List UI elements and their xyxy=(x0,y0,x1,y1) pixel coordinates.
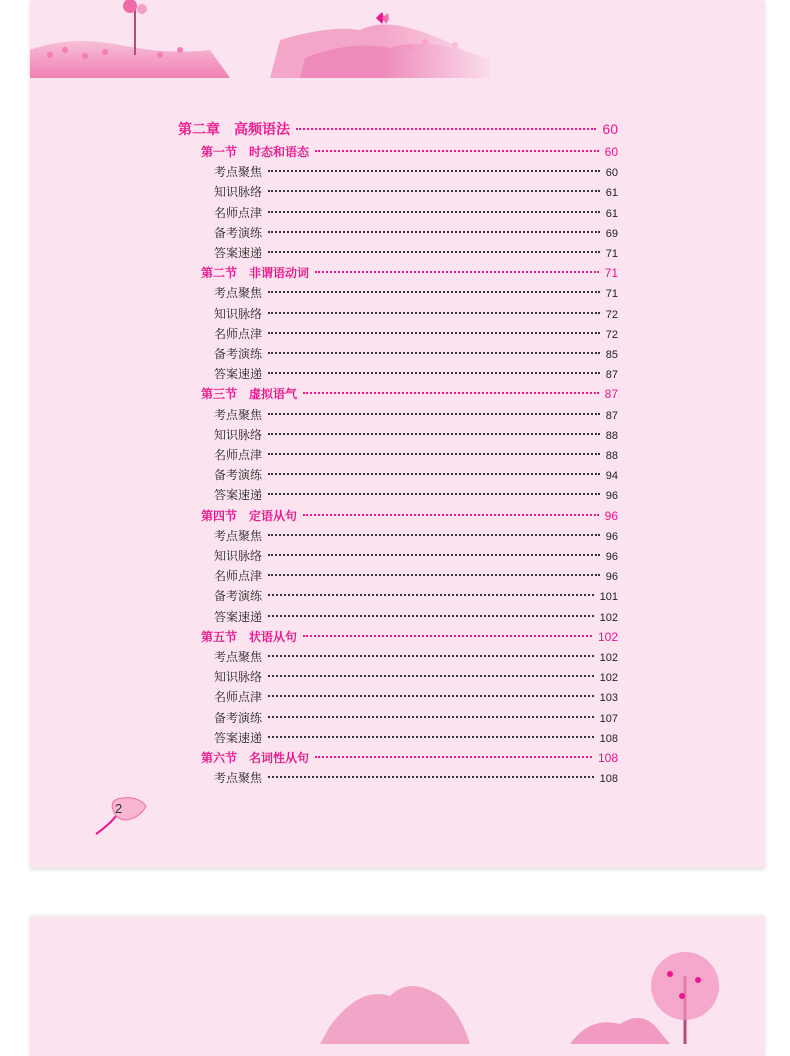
toc-item-entry[interactable] xyxy=(214,244,618,261)
toc-item-entry-label: 名师点津 xyxy=(214,448,263,462)
toc-item-entry-label: 知识脉络 xyxy=(214,670,263,685)
toc-item-entry-label: 答案速递 xyxy=(214,730,263,745)
toc-item-entry-label: 备考演练 xyxy=(214,589,263,604)
toc-item-entry-label: 答案速递 xyxy=(214,609,263,624)
toc-chapter-entry-page: 60 xyxy=(602,121,618,137)
toc-item-entry-label: 答案速递 xyxy=(214,367,263,382)
dot-leader xyxy=(268,291,600,293)
toc-item-entry[interactable] xyxy=(214,284,618,301)
toc-section-entry-label: 第一节 时态和语态 xyxy=(201,145,310,159)
toc-item-entry-label: 备考演练 xyxy=(214,710,263,725)
toc-item-entry[interactable] xyxy=(214,163,618,180)
toc-item-entry-label: 知识脉络 xyxy=(214,185,263,200)
dot-leader xyxy=(268,574,600,576)
toc-item-entry-label: 答案速递 xyxy=(214,488,263,503)
toc-item-entry[interactable] xyxy=(214,224,618,241)
toc-item-entry-label: 考点聚焦 xyxy=(214,771,263,786)
toc-item-entry-page: 69 xyxy=(605,227,618,240)
toc-section-entry[interactable] xyxy=(201,507,618,524)
dot-leader xyxy=(268,413,600,415)
toc-section-entry[interactable] xyxy=(201,628,618,645)
toc-item-entry[interactable] xyxy=(214,325,618,342)
ginkgo-leaf-icon xyxy=(92,794,156,838)
book-page xyxy=(30,0,765,868)
toc-section-entry-page: 71 xyxy=(604,266,618,281)
dot-leader xyxy=(315,756,592,758)
toc-item-entry[interactable] xyxy=(214,587,618,604)
toc-item-entry[interactable] xyxy=(214,365,618,382)
toc-item-entry-label: 名师点津 xyxy=(214,569,263,584)
toc-item-entry-label: 备考演练 xyxy=(214,225,263,240)
dot-leader xyxy=(268,716,594,718)
dot-leader xyxy=(268,695,594,697)
toc-item-entry-label: 备考演练 xyxy=(214,347,263,361)
toc-section-entry[interactable] xyxy=(201,264,618,281)
toc-item-entry-page: 87 xyxy=(605,409,618,422)
toc-item-entry[interactable] xyxy=(214,668,618,685)
toc-section-entry[interactable] xyxy=(201,749,618,766)
toc-section-entry-label: 第六节 名词性从句 xyxy=(201,751,310,765)
toc-item-entry-page: 96 xyxy=(605,490,618,503)
toc-item-entry-label: 名师点津 xyxy=(214,205,263,220)
toc-item-entry-page: 72 xyxy=(605,328,618,341)
page-number: 2 xyxy=(115,801,123,816)
dot-leader xyxy=(268,534,600,536)
toc-item-entry-page: 72 xyxy=(605,308,618,321)
dot-leader xyxy=(303,514,599,516)
next-page-preview xyxy=(30,916,765,1056)
dot-leader xyxy=(268,211,600,213)
toc-item-entry-page: 108 xyxy=(599,773,618,786)
toc-item-entry-label: 考点聚焦 xyxy=(214,286,263,301)
toc-item-entry[interactable] xyxy=(214,567,618,584)
toc-item-entry[interactable] xyxy=(214,183,618,200)
toc-item-entry-label: 考点聚焦 xyxy=(214,650,263,664)
toc-item-entry[interactable] xyxy=(214,547,618,564)
toc-item-entry[interactable] xyxy=(214,446,618,463)
dot-leader xyxy=(268,675,594,677)
toc-item-entry[interactable] xyxy=(214,648,618,665)
toc-item-entry-label: 名师点津 xyxy=(214,690,263,705)
toc-item-entry-page: 71 xyxy=(605,288,618,301)
dot-leader xyxy=(268,453,600,455)
toc-item-entry-page: 102 xyxy=(599,611,618,624)
toc-section-entry-label: 第三节 虚拟语气 xyxy=(201,387,298,402)
dot-leader xyxy=(268,251,600,253)
dot-leader xyxy=(268,736,594,738)
toc-section-entry-page: 96 xyxy=(604,508,618,523)
dot-leader xyxy=(268,594,594,596)
toc-item-entry-page: 85 xyxy=(605,349,618,361)
dot-leader xyxy=(268,554,600,556)
toc-item-entry-page: 102 xyxy=(599,672,618,685)
toc-item-entry-page: 107 xyxy=(599,712,618,725)
toc-section-entry-label: 第四节 定语从句 xyxy=(201,508,298,523)
dot-leader xyxy=(268,190,600,192)
toc-section-entry-page: 87 xyxy=(604,387,618,402)
toc-item-entry[interactable] xyxy=(214,688,618,705)
toc-section-entry-page: 108 xyxy=(597,751,618,765)
dot-leader xyxy=(268,312,600,314)
dot-leader xyxy=(303,392,599,394)
dot-leader xyxy=(268,231,600,233)
toc-item-entry[interactable] xyxy=(214,406,618,423)
dot-leader xyxy=(268,655,594,657)
toc-item-entry-page: 61 xyxy=(605,207,618,220)
toc-item-entry[interactable] xyxy=(214,729,618,746)
toc-section-entry-label: 第二节 非谓语动词 xyxy=(201,266,310,281)
toc-item-entry-page: 94 xyxy=(605,470,618,483)
dot-leader xyxy=(268,352,600,354)
dot-leader xyxy=(268,615,594,617)
toc-item-entry-label: 备考演练 xyxy=(214,468,263,483)
toc-item-entry[interactable] xyxy=(214,204,618,221)
toc-item-entry-page: 60 xyxy=(605,167,618,180)
page-number-badge xyxy=(92,794,156,838)
toc-section-entry-page: 102 xyxy=(597,629,618,644)
toc-item-entry-label: 答案速递 xyxy=(214,246,263,260)
dot-leader xyxy=(303,635,592,637)
toc-chapter-entry[interactable] xyxy=(178,119,618,139)
dot-leader xyxy=(268,473,600,475)
footer-landscape-illustration xyxy=(30,916,765,1056)
toc-item-entry-label: 名师点津 xyxy=(214,326,263,341)
toc-item-entry[interactable] xyxy=(214,466,618,483)
dot-leader xyxy=(315,271,599,273)
toc-item-entry-label: 知识脉络 xyxy=(214,549,263,563)
toc-section-entry-page: 60 xyxy=(604,145,618,159)
toc-item-entry[interactable] xyxy=(214,608,618,625)
toc-item-entry-page: 87 xyxy=(605,369,618,382)
toc-item-entry[interactable] xyxy=(214,709,618,726)
dot-leader xyxy=(268,170,600,172)
toc-item-entry-page: 96 xyxy=(605,551,618,563)
toc-chapter-entry-label: 第二章 高频语法 xyxy=(178,122,290,138)
dot-leader xyxy=(268,776,594,778)
toc-item-entry-label: 考点聚焦 xyxy=(214,165,263,180)
dot-leader xyxy=(296,128,596,130)
toc-section-entry-label: 第五节 状语从句 xyxy=(201,629,298,644)
dot-leader xyxy=(268,493,600,495)
toc-item-entry-page: 103 xyxy=(599,692,618,705)
toc-item-entry-page: 96 xyxy=(605,571,618,584)
toc-item-entry-page: 61 xyxy=(605,187,618,200)
toc-item-entry[interactable] xyxy=(214,305,618,322)
toc-item-entry[interactable] xyxy=(214,527,618,544)
dot-leader xyxy=(315,150,599,152)
toc-item-entry-page: 108 xyxy=(599,732,618,745)
dot-leader xyxy=(268,433,600,435)
table-of-contents xyxy=(30,0,765,868)
toc-item-entry-page: 71 xyxy=(605,248,618,260)
toc-item-entry[interactable] xyxy=(214,769,618,786)
toc-item-entry-label: 考点聚焦 xyxy=(214,407,263,422)
toc-section-entry[interactable] xyxy=(201,143,618,160)
dot-leader xyxy=(268,372,600,374)
toc-item-entry[interactable] xyxy=(214,426,618,443)
toc-item-entry-page: 88 xyxy=(605,450,618,462)
dot-leader xyxy=(268,332,600,334)
toc-item-entry-label: 知识脉络 xyxy=(214,427,263,442)
toc-item-entry-page: 96 xyxy=(605,530,618,543)
toc-item-entry-page: 101 xyxy=(599,591,618,604)
toc-item-entry-page: 102 xyxy=(599,652,618,664)
toc-item-entry-label: 知识脉络 xyxy=(214,306,263,321)
toc-item-entry-label: 考点聚焦 xyxy=(214,528,263,543)
toc-item-entry[interactable] xyxy=(214,486,618,503)
toc-item-entry[interactable] xyxy=(214,345,618,362)
toc-item-entry-page: 88 xyxy=(605,429,618,442)
toc-section-entry[interactable] xyxy=(201,385,618,402)
